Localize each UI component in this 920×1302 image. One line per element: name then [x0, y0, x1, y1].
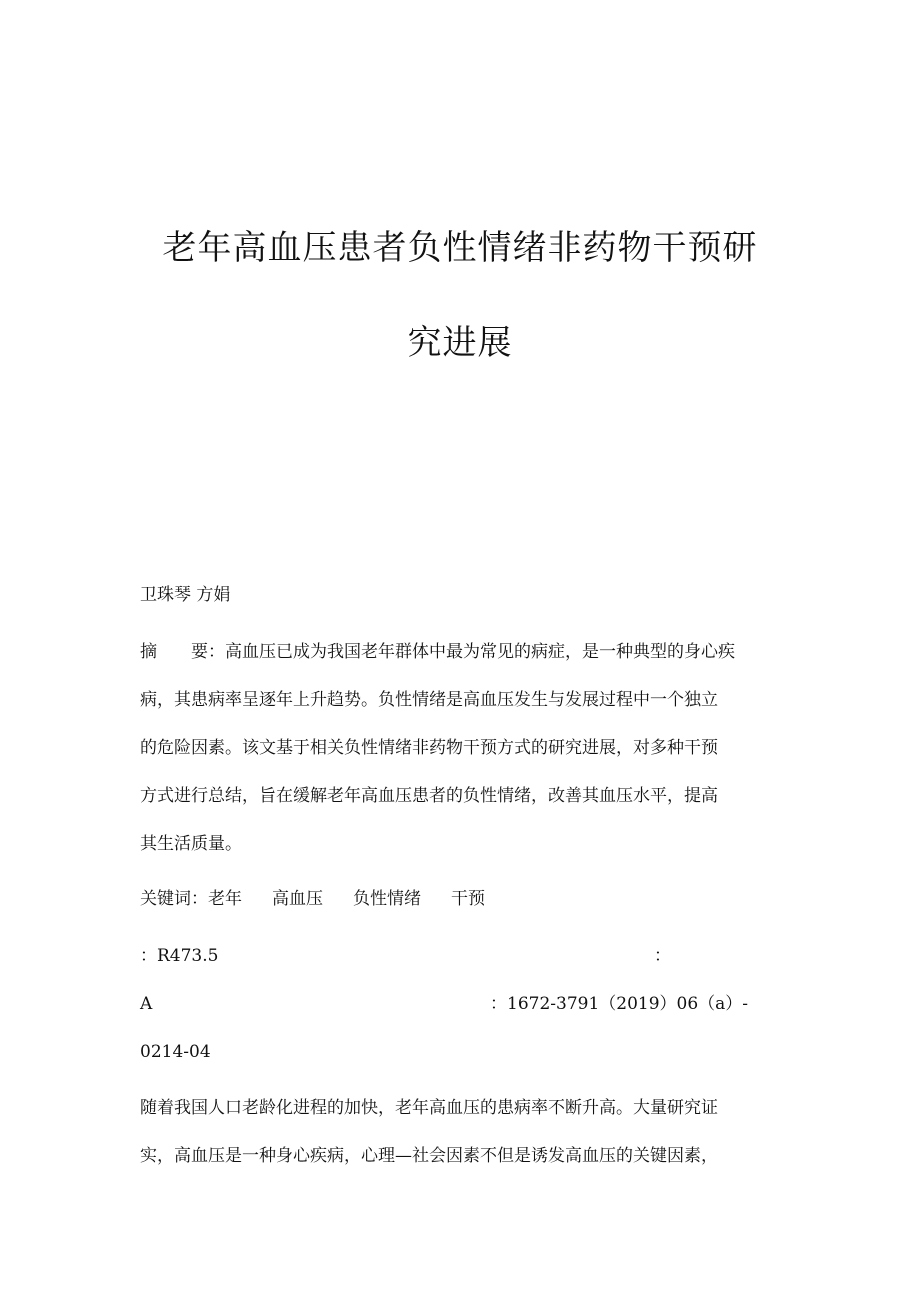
clc-number: ：R473.5 — [140, 946, 219, 966]
abstract-line-2: 病，其患病率呈逐年上升趋势。负性情绪是高血压发生与发展过程中一个独立 — [140, 690, 718, 710]
keyword: 老年 — [208, 889, 242, 909]
abstract-line-4: 方式进行总结，旨在缓解老年高血压患者的负性情绪，改善其血压水平，提高 — [140, 786, 718, 806]
abstract-line-3: 的危险因素。该文基于相关负性情绪非药物干预方式的研究进展，对多种干预 — [140, 738, 718, 758]
abstract-label-2: 要： — [191, 642, 225, 662]
body-line-2: 实，高血压是一种身心疾病，心理—社会因素不但是诱发高血压的关键因素， — [140, 1146, 718, 1166]
abstract-line-1 — [140, 640, 735, 664]
article-number-continued: 0214-04 — [140, 1042, 211, 1062]
keywords-label: 关键词： — [140, 889, 208, 909]
keyword: 干预 — [451, 889, 485, 909]
body-line-1: 随着我国人口老龄化进程的加快，老年高血压的患病率不断升高。大量研究证 — [140, 1098, 718, 1118]
keyword: 负性情绪 — [353, 889, 421, 909]
abstract-text-1: 高血压已成为我国老年群体中最为常见的病症，是一种典型的身心疾 — [225, 642, 735, 662]
abstract-line-5: 其生活质量。 — [140, 834, 242, 854]
keyword: 高血压 — [272, 889, 323, 909]
page-title-line-1: 老年高血压患者负性情绪非药物干预研 — [162, 228, 758, 268]
article-number: ：1672-3791（2019）06（a）- — [490, 994, 749, 1014]
abstract-label-1: 摘 — [140, 642, 157, 662]
authors: 卫珠琴 方娟 — [140, 585, 231, 605]
keywords-line — [140, 887, 485, 911]
page-title-line-2: 究进展 — [407, 323, 513, 363]
document-code: A — [140, 994, 153, 1014]
document-code-label: ： — [654, 946, 671, 966]
